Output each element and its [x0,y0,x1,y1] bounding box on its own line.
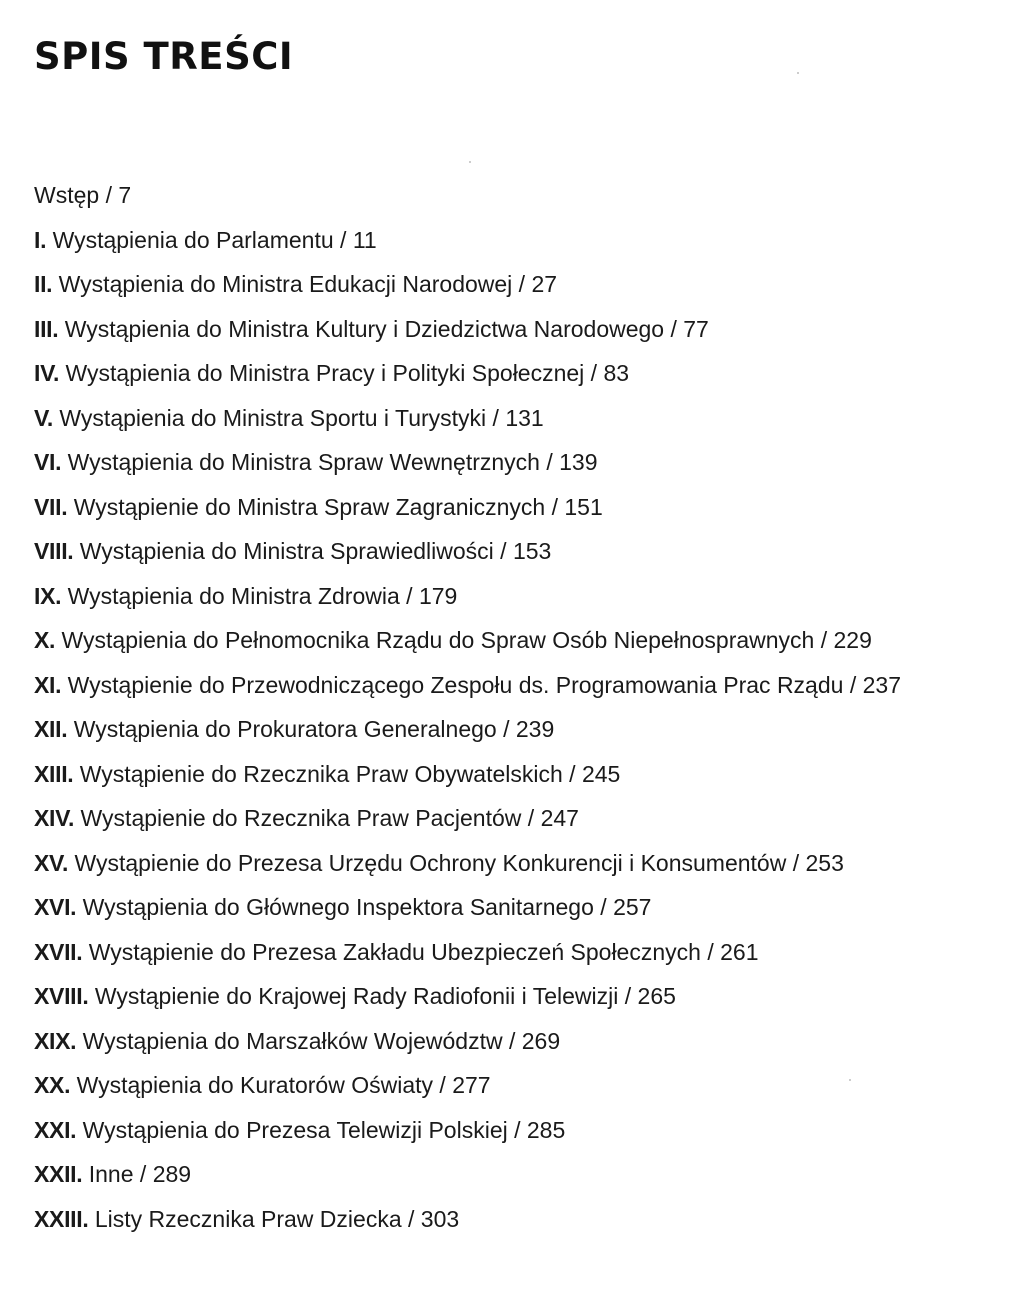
toc-entry-page: 289 [152,1161,192,1187]
toc-entry-label: Inne [88,1161,134,1187]
toc-entry: XXII. Inne / 289 [34,1161,192,1187]
toc-entry: XVIII. Wystąpienie do Krajowej Rady Radiofonii i Telewizji / 265 [34,983,676,1009]
toc-entry: XII. Wystąpienia do Prokuratora Generalnego / 239 [34,716,555,742]
toc-entry: XIV. Wystąpienie do Rzecznika Praw Pacjentów / 247 [34,805,579,831]
toc-entry: VIII. Wystąpienia do Ministra Sprawiedliwości / 153 [34,538,552,564]
toc-entry-label: Wystąpienia do Ministra Zdrowia [67,582,400,609]
toc-entry-number: III. [34,315,59,342]
toc-entry-intro: Wstęp / 7 [34,182,132,208]
toc-entry-number: XVI. [34,894,77,920]
toc-entry: XI. Wystąpienie do Przewodniczącego Zespołu ds. Programowania Prac Rządu / 237 [34,671,901,698]
toc-entry: IV. Wystąpienia do Ministra Pracy i Polityki Społecznej / 83 [34,360,630,386]
toc-entry-number: XVII. [34,938,83,965]
toc-entry-number: XIII. [34,760,74,787]
toc-entry-number: XIV. [34,805,75,831]
toc-entry-label: Wystąpienia do Pełnomocnika Rządu do Spraw Osób Niepełnosprawnych [61,627,815,653]
table-of-contents [34,173,1014,1241]
toc-entry: III. Wystąpienia do Ministra Kultury i Dziedzictwa Narodowego / 77 [34,315,709,342]
toc-entry-page: 7 [118,182,132,208]
scan-speck [849,1079,851,1081]
toc-entry-number: XX. [34,1072,71,1098]
toc-entry-number: II. [34,271,53,297]
toc-entry-number: XI. [34,671,62,698]
toc-entry: XV. Wystąpienie do Prezesa Urzędu Ochrony Konkurencji i Konsumentów / 253 [34,849,844,876]
page-title: SPIS TREŚCI [34,35,294,78]
toc-entry-label: Wystąpienia do Prokuratora Generalnego [73,716,497,742]
toc-entry-page: 303 [420,1205,460,1232]
toc-entry: XIII. Wystąpienie do Rzecznika Praw Obywatelskich / 245 [34,760,621,787]
toc-entry-number: VII. [34,493,68,520]
toc-entry: XVI. Wystąpienia do Głównego Inspektora Sanitarnego / 257 [34,894,652,920]
toc-entry-label: Wystąpienie do Przewodniczącego Zespołu ds. Programowania Prac Rządu [67,671,844,698]
toc-entry-page: 265 [637,983,676,1009]
toc-entry-label: Wystąpienia do Ministra Sportu i Turystyki [59,404,487,431]
toc-entry: XIX. Wystąpienia do Marszałków Województw / 269 [34,1027,561,1054]
toc-entry-label: Wystąpienie do Rzecznika Praw Obywatelskich [79,760,563,787]
toc-entry: IX. Wystąpienia do Ministra Zdrowia / 179 [34,582,458,609]
toc-entry-page: 247 [540,805,579,831]
toc-entry-number: XVIII. [34,983,89,1009]
toc-entry: VI. Wystąpienia do Ministra Spraw Wewnętrznych / 139 [34,449,598,475]
toc-entry-label: Wystąpienia do Ministra Kultury i Dziedzictwa Narodowego [64,315,665,342]
toc-entry-number: X. [34,627,56,653]
toc-entry-label: Wystąpienie do Prezesa Urzędu Ochrony Konkurencji i Konsumentów [74,849,787,876]
toc-entry-page: 269 [521,1027,561,1054]
toc-entry-number: IV. [34,360,60,386]
toc-entry: V. Wystąpienia do Ministra Sportu i Turystyki / 131 [34,404,544,431]
toc-entry-page: 229 [833,627,872,653]
scan-speck [469,161,471,163]
toc-entry-label: Wystąpienia do Marszałków Województw [82,1027,503,1054]
toc-entry-number: XIX. [34,1027,77,1054]
toc-entry-page: 285 [526,1116,566,1143]
scan-speck [797,72,799,74]
toc-entry-page: 151 [564,493,603,520]
toc-entry: XXI. Wystąpienia do Prezesa Telewizji Polskiej / 285 [34,1116,566,1143]
toc-entry-label: Wystąpienie do Ministra Spraw Zagranicznych [73,493,546,520]
toc-entry-page: 253 [805,849,844,876]
toc-entry-page: 239 [515,716,555,742]
toc-entry-label: Wystąpienia do Kuratorów Oświaty [76,1072,434,1098]
toc-entry: XX. Wystąpienia do Kuratorów Oświaty / 277 [34,1072,491,1098]
toc-entry-label: Listy Rzecznika Praw Dziecka [94,1205,402,1232]
toc-entry-label: Wystąpienie do Prezesa Zakładu Ubezpieczeń Społecznych [88,938,701,965]
toc-entry-number: XXI. [34,1116,77,1143]
toc-entry-page: 245 [581,760,621,787]
toc-entry-label: Wystąpienie do Rzecznika Praw Pacjentów [80,805,522,831]
toc-entry-label: Wystąpienia do Głównego Inspektora Sanitarnego [82,894,594,920]
toc-entry-page: 139 [559,449,598,475]
toc-entry-number: IX. [34,582,62,609]
toc-entry-page: 257 [613,894,652,920]
toc-entry-page: 83 [603,360,630,386]
toc-entry-page: 27 [531,271,558,297]
toc-entry-number: XII. [34,716,68,742]
toc-entry-page: 261 [720,938,759,965]
toc-entry-page: 237 [862,671,901,698]
toc-entry-number: XV. [34,849,69,876]
toc-entry-label: Wystąpienia do Prezesa Telewizji Polskiej [82,1116,508,1143]
toc-entry: VII. Wystąpienie do Ministra Spraw Zagranicznych / 151 [34,493,603,520]
toc-entry-page: 277 [452,1072,491,1098]
toc-entry-label: Wystąpienia do Ministra Edukacji Narodowej [58,271,513,297]
toc-entry-page: 11 [352,226,377,253]
toc-entry-page: 153 [512,538,552,564]
toc-entry: X. Wystąpienia do Pełnomocnika Rządu do Spraw Osób Niepełnosprawnych / 229 [34,627,872,653]
toc-entry-label: Wystąpienia do Ministra Pracy i Polityki Społecznej [65,360,585,386]
toc-entry-label: Wystąpienia do Ministra Sprawiedliwości [79,538,494,564]
toc-entry: XXIII. Listy Rzecznika Praw Dziecka / 303 [34,1205,460,1232]
toc-entry: XVII. Wystąpienie do Prezesa Zakładu Ubezpieczeń Społecznych / 261 [34,938,759,965]
toc-entry-number: I. [34,226,47,253]
toc-entry: II. Wystąpienia do Ministra Edukacji Narodowej / 27 [34,271,558,297]
toc-entry-label: Wstęp [34,182,100,208]
toc-entry: I. Wystąpienia do Parlamentu / 11 [34,226,377,253]
toc-entry-label: Wystąpienie do Krajowej Rady Radiofonii i Telewizji [94,983,619,1009]
toc-entry-page: 77 [683,315,709,342]
toc-entry-number: VIII. [34,538,74,564]
toc-entry-label: Wystąpienia do Ministra Spraw Wewnętrznych [67,449,540,475]
toc-entry-page: 131 [505,404,544,431]
toc-entry-number: XXII. [34,1161,83,1187]
toc-entry-number: VI. [34,449,62,475]
toc-entry-number: XXIII. [34,1205,89,1232]
toc-entry-label: Wystąpienia do Parlamentu [52,226,334,253]
toc-entry-number: V. [34,404,54,431]
toc-entry-page: 179 [418,582,458,609]
